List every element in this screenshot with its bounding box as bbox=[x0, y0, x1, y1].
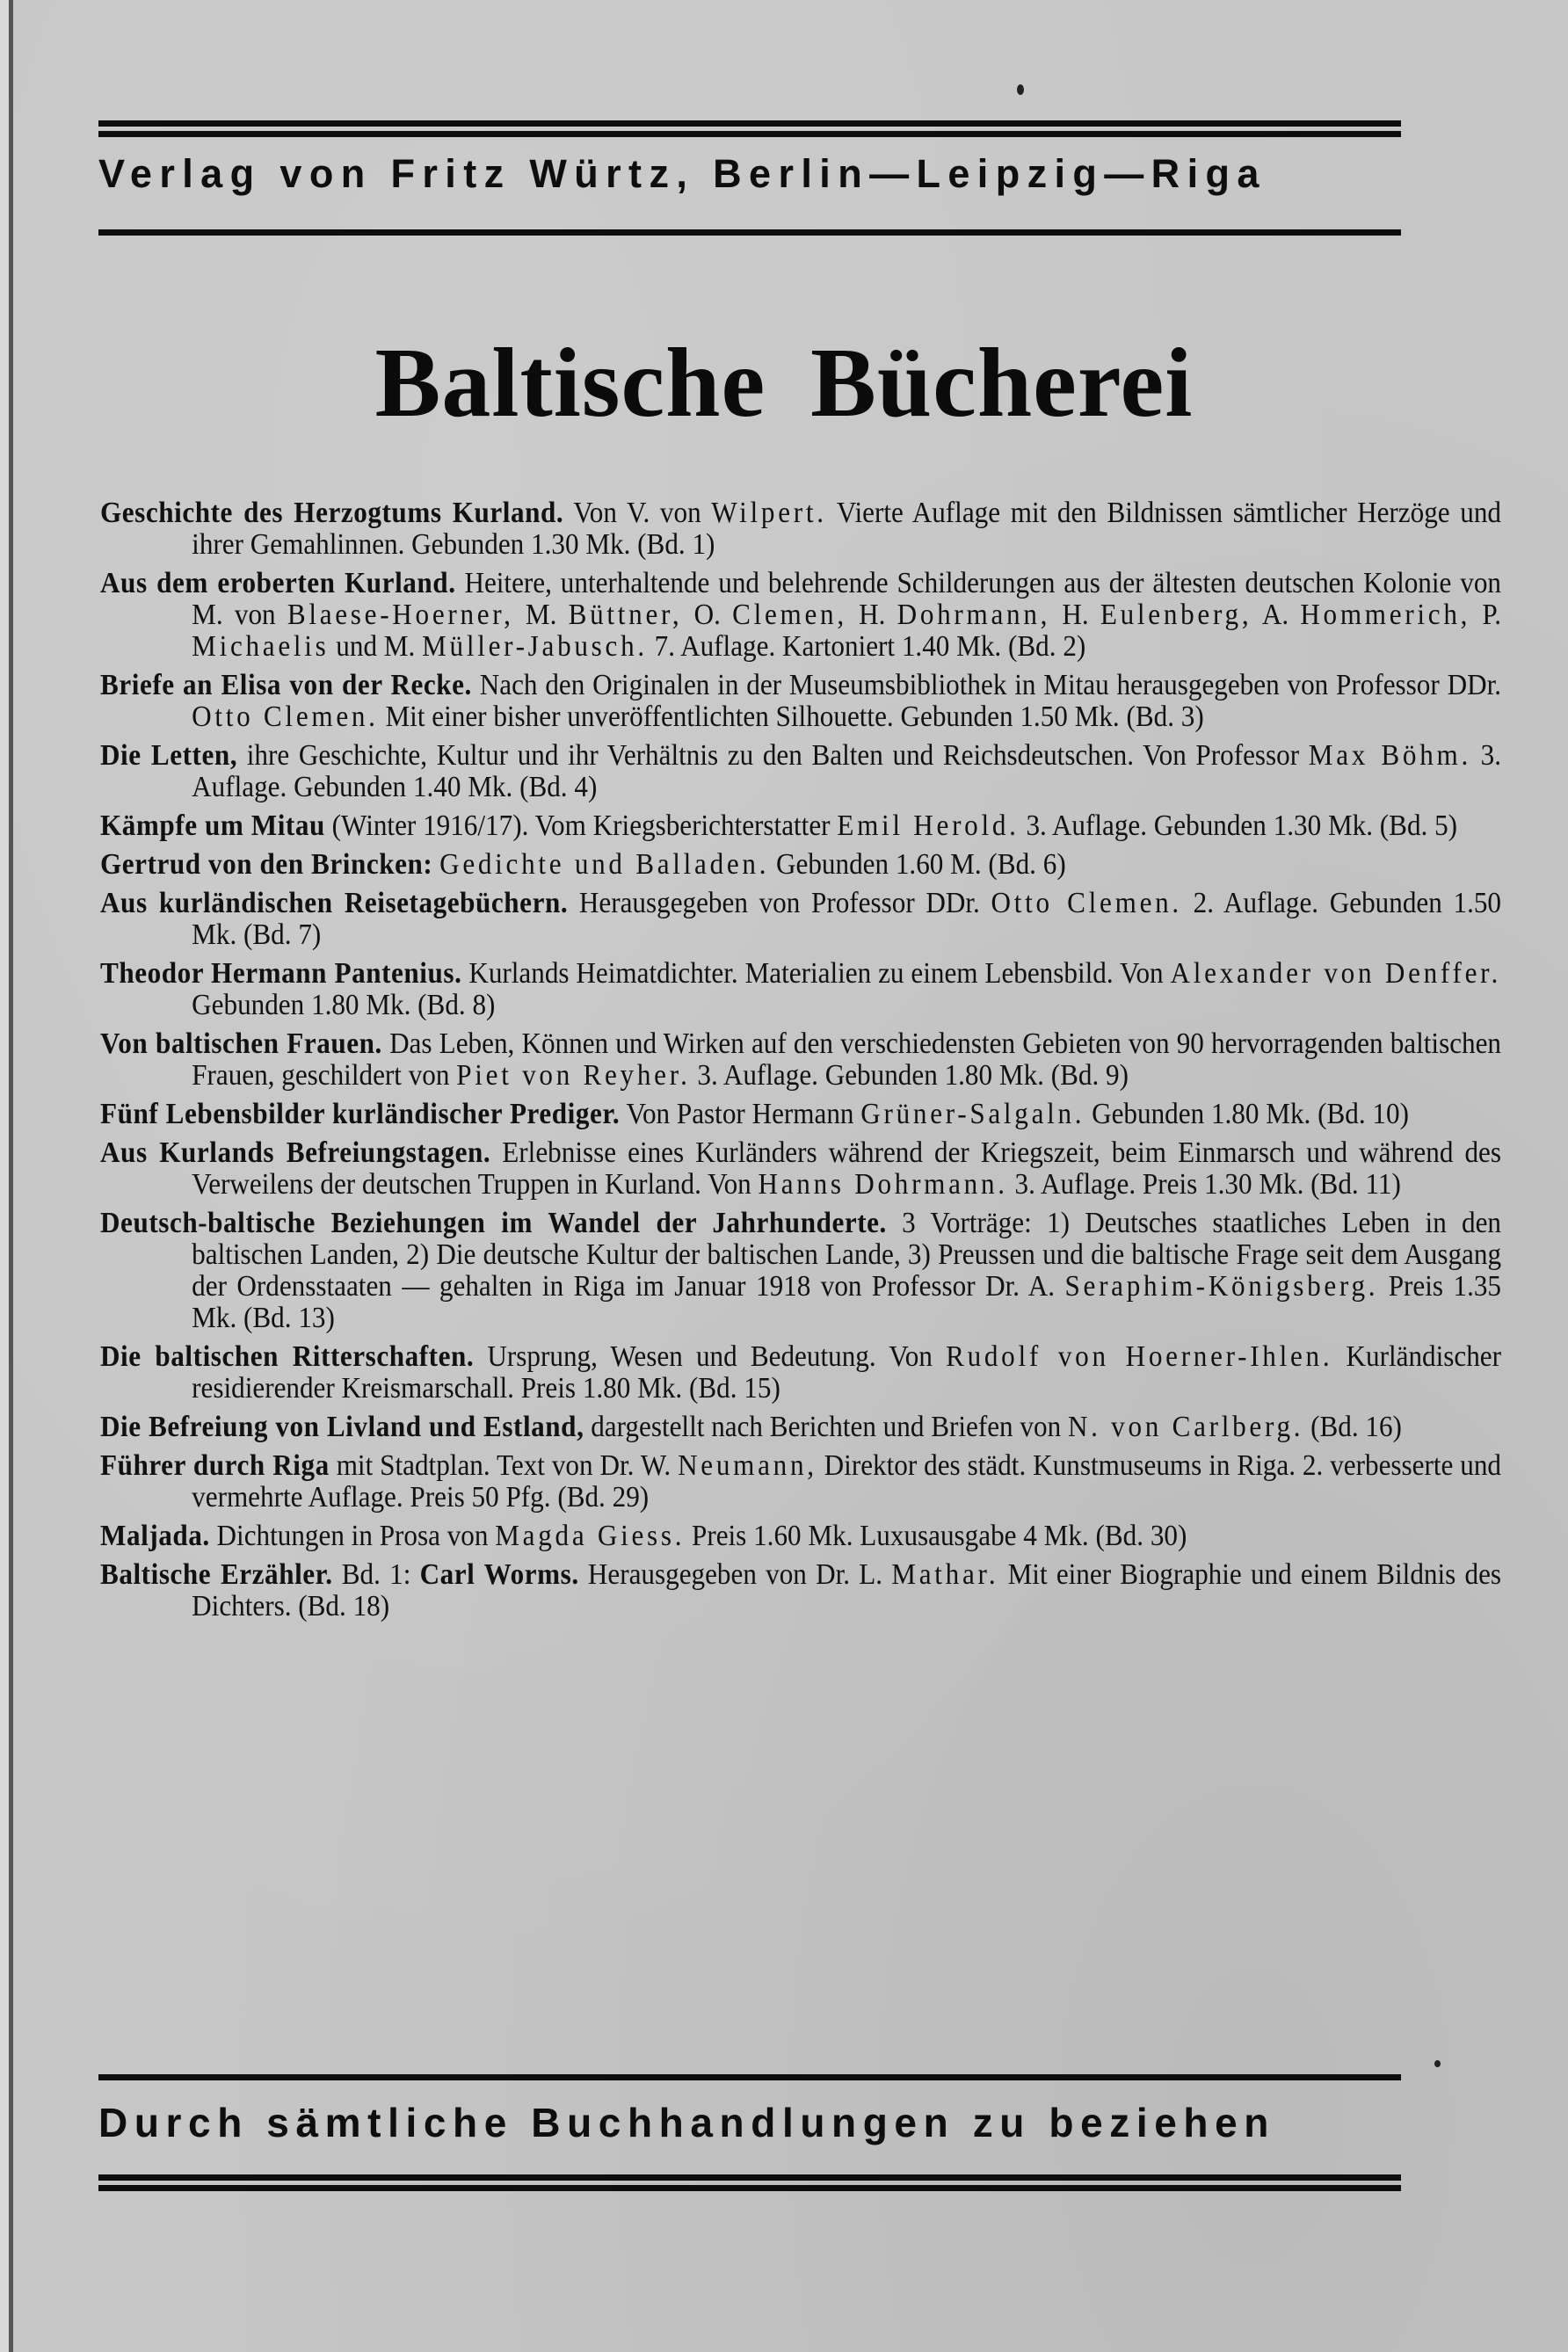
entry-description: Ursprung, Wesen und Bedeutung. Von bbox=[474, 1340, 947, 1373]
entry-description: Bd. 1: bbox=[332, 1558, 420, 1591]
entry-title: Von baltischen Frauen. bbox=[100, 1027, 382, 1060]
entry-name-spaced: Wilpert. bbox=[711, 497, 827, 529]
entry-description: 3 Vorträge: 1) Deutsches staatliches Leben in den baltischen Landen, 2) Die deutsche Kultur der baltischen Lande, 3) Preussen und die baltische Frage seit dem Ausgang der Ordensstaaten — gehalten in Riga im Januar 1918 von Professor Dr. A. bbox=[192, 1207, 1502, 1303]
entry-description: Von Pastor Hermann bbox=[620, 1098, 861, 1130]
top-rule-lower bbox=[98, 131, 1401, 137]
entry-description: Kurlands Heimatdichter. Materialien zu einem Lebensbild. Von bbox=[461, 957, 1171, 990]
entry-description: Preis 1.60 Mk. Luxusausgabe 4 Mk. (Bd. 30) bbox=[685, 1520, 1187, 1552]
entry-description: Heitere, unterhaltende und belehrende Schilderungen aus der ältesten deutschen Kolonie von M. von bbox=[192, 567, 1502, 631]
catalog-entry bbox=[100, 849, 1501, 881]
entry-title: Fünf Lebensbilder kurländischer Prediger. bbox=[100, 1098, 621, 1130]
catalog-entry bbox=[100, 1521, 1501, 1552]
entry-description: (Bd. 16) bbox=[1303, 1411, 1402, 1443]
entry-description: 3. Auflage. Gebunden 1.30 Mk. (Bd. 5) bbox=[1019, 809, 1458, 842]
bottom-rule-upper bbox=[98, 2174, 1401, 2181]
entry-description: Vierte Auflage mit den Bildnissen sämtlicher Herzöge und ihrer Gemahlinnen. Gebunden 1.30 Mk. (Bd. 1) bbox=[192, 497, 1502, 561]
publisher-underline bbox=[98, 229, 1401, 236]
catalog-entry bbox=[100, 1137, 1501, 1201]
entry-description: Erlebnisse eines Kurländers während der Kriegszeit, beim Einmarsch und während des Verweilens der deutschen Truppen in Kurland. Von bbox=[192, 1136, 1502, 1201]
page-title: Baltische Bücherei bbox=[374, 329, 1194, 438]
entry-description: ihre Geschichte, Kultur und ihr Verhältnis zu den Balten und Reichsdeutschen. Von Professor bbox=[237, 739, 1309, 772]
scan-speck bbox=[1017, 84, 1024, 95]
scan-speck bbox=[1434, 2060, 1441, 2067]
entry-name-spaced: N. von Carlberg. bbox=[1067, 1411, 1304, 1443]
catalog-entry bbox=[100, 958, 1501, 1021]
entry-title: Baltische Erzähler. bbox=[100, 1558, 333, 1591]
entry-description: P. bbox=[1470, 599, 1502, 631]
entry-description: Dichtungen in Prosa von bbox=[209, 1520, 496, 1552]
entry-description: A. bbox=[1252, 599, 1301, 631]
entry-title: Führer durch Riga bbox=[100, 1449, 330, 1482]
entry-name-spaced: Eulenberg, bbox=[1100, 599, 1252, 631]
catalog-entry bbox=[100, 1099, 1501, 1130]
publisher-line: Verlag von Fritz Würtz, Berlin—Leipzig—Riga bbox=[98, 151, 1267, 196]
entry-description: und M. bbox=[329, 630, 423, 663]
entry-title: Aus dem eroberten Kurland. bbox=[100, 567, 456, 599]
entry-description bbox=[432, 848, 439, 881]
entry-description: 3. Auflage. Gebunden 1.80 Mk. (Bd. 9) bbox=[690, 1059, 1129, 1092]
catalog-entry bbox=[100, 1341, 1501, 1405]
entry-name-spaced: Hanns Dohrmann. bbox=[758, 1168, 1008, 1201]
catalog-entry bbox=[100, 1450, 1501, 1514]
entry-description: mit Stadtplan. Text von Dr. W. bbox=[329, 1449, 679, 1482]
catalog-entry bbox=[100, 1028, 1501, 1092]
entry-description: Das Leben, Können und Wirken auf den verschiedensten Gebieten von 90 hervorragenden baltischen Frauen, geschildert von bbox=[192, 1027, 1502, 1092]
entry-title: Aus kurländischen Reisetagebüchern. bbox=[100, 887, 569, 919]
entry-title: Gertrud von den Brincken: bbox=[100, 848, 433, 881]
entry-title: Die baltischen Ritterschaften. bbox=[100, 1340, 475, 1373]
entry-description: Mit einer Biographie und einem Bildnis des Dichters. (Bd. 18) bbox=[192, 1558, 1502, 1622]
entry-description: Nach den Originalen in der Museumsbibliothek in Mitau herausgegeben von Professor DDr. bbox=[471, 669, 1502, 701]
entry-description: Gebunden 1.60 M. (Bd. 6) bbox=[769, 848, 1066, 881]
catalog-entry bbox=[100, 1412, 1501, 1443]
entry-description: Herausgegeben von Dr. L. bbox=[578, 1558, 892, 1591]
entry-description: (Winter 1916/17). Vom Kriegsberichterstatter bbox=[324, 809, 838, 842]
entry-description: 3. Auflage. Preis 1.30 Mk. (Bd. 11) bbox=[1007, 1168, 1401, 1201]
entry-title: Deutsch-baltische Beziehungen im Wandel der Jahrhunderte. bbox=[100, 1207, 887, 1239]
entry-name-spaced: Magda Giess. bbox=[495, 1520, 686, 1552]
entry-name-spaced: Büttner, bbox=[568, 599, 683, 631]
entry-name-spaced: Seraphim-Königsberg. bbox=[1064, 1270, 1379, 1303]
entry-description: O. bbox=[682, 599, 733, 631]
catalog-entry bbox=[100, 888, 1501, 951]
catalog-entry bbox=[100, 740, 1501, 803]
entry-name-spaced: Michaelis bbox=[192, 630, 330, 663]
entry-name-spaced: Alexander von Denffer. bbox=[1170, 957, 1502, 990]
top-rule-upper bbox=[98, 120, 1401, 127]
entry-title: Die Letten, bbox=[100, 739, 238, 772]
footer-note: Durch sämtliche Buchhandlungen zu beziehen bbox=[98, 2100, 1275, 2145]
catalog-entry bbox=[100, 1559, 1501, 1622]
entry-description: Mit einer bisher unveröffentlichten Silhouette. Gebunden 1.50 Mk. (Bd. 3) bbox=[378, 701, 1204, 733]
entry-name-spaced: Emil Herold. bbox=[837, 809, 1020, 842]
entry-name-spaced: Otto Clemen. bbox=[192, 701, 379, 733]
entry-name-spaced: Neumann, bbox=[678, 1449, 817, 1482]
catalog-entry bbox=[100, 497, 1501, 561]
entry-description: dargestellt nach Berichten und Briefen von bbox=[584, 1411, 1068, 1443]
entry-description: 2. Auflage. Gebunden 1.50 Mk. (Bd. 7) bbox=[192, 887, 1502, 951]
entry-description: H. bbox=[846, 599, 897, 631]
entry-name-spaced: Gedichte und Balladen. bbox=[439, 848, 770, 881]
catalog-entry bbox=[100, 810, 1501, 842]
entry-name-spaced: Dohrmann, bbox=[897, 599, 1051, 631]
entry-name-spaced: Mathar. bbox=[891, 1558, 999, 1591]
entry-description: Gebunden 1.80 Mk. (Bd. 8) bbox=[192, 989, 496, 1021]
entry-description: H. bbox=[1050, 599, 1100, 631]
entry-description: Preis 1.35 Mk. (Bd. 13) bbox=[192, 1270, 1502, 1334]
entry-description: Von V. von bbox=[563, 497, 712, 529]
entry-title: Geschichte des Herzogtums Kurland. bbox=[100, 497, 564, 529]
catalog-entry bbox=[100, 568, 1501, 663]
entry-name-spaced: Blaese-Hoerner, bbox=[287, 599, 514, 631]
entry-name-spaced: Rudolf von Hoerner-Ihlen. bbox=[946, 1340, 1333, 1373]
entry-name-spaced: Hommerich, bbox=[1300, 599, 1471, 631]
entry-description: Kurländischer residierender Kreismarschall. Preis 1.80 Mk. (Bd. 15) bbox=[192, 1340, 1502, 1405]
footer-rule-top bbox=[98, 2074, 1401, 2080]
entry-name-spaced: Max Böhm. bbox=[1308, 739, 1472, 772]
entry-title: Kämpfe um Mitau bbox=[100, 809, 325, 842]
entry-description: Herausgegeben von Professor DDr. bbox=[568, 887, 991, 919]
entry-name-spaced: Otto Clemen. bbox=[991, 887, 1182, 919]
catalog-entry bbox=[100, 670, 1501, 733]
entry-title: Carl Worms. bbox=[419, 1558, 579, 1591]
entry-description: Gebunden 1.80 Mk. (Bd. 10) bbox=[1085, 1098, 1409, 1130]
catalog-entry bbox=[100, 1208, 1501, 1334]
entry-name-spaced: Grüner-Salgaln. bbox=[860, 1098, 1085, 1130]
entry-name-spaced: Müller-Jabusch. bbox=[422, 630, 648, 663]
entry-description: M. bbox=[513, 599, 569, 631]
entry-description: 3. Auflage. Gebunden 1.40 Mk. (Bd. 4) bbox=[192, 739, 1502, 803]
entry-title: Maljada. bbox=[100, 1520, 210, 1552]
entry-title: Aus Kurlands Befreiungstagen. bbox=[100, 1136, 491, 1169]
entry-description: 7. Auflage. Kartoniert 1.40 Mk. (Bd. 2) bbox=[647, 630, 1086, 663]
entry-title: Briefe an Elisa von der Recke. bbox=[100, 669, 472, 701]
book-catalog bbox=[100, 497, 1502, 1630]
entry-title: Theodor Hermann Pantenius. bbox=[100, 957, 462, 990]
entry-description: Direktor des städt. Kunstmuseums in Riga. 2. verbesserte und vermehrte Auflage. Preis 50 Pfg. (Bd. 29) bbox=[192, 1449, 1502, 1514]
entry-name-spaced: Clemen, bbox=[732, 599, 847, 631]
entry-title: Die Befreiung von Livland und Estland, bbox=[100, 1411, 584, 1443]
bottom-rule-lower bbox=[98, 2185, 1401, 2191]
entry-name-spaced: Piet von Reyher. bbox=[456, 1059, 691, 1092]
